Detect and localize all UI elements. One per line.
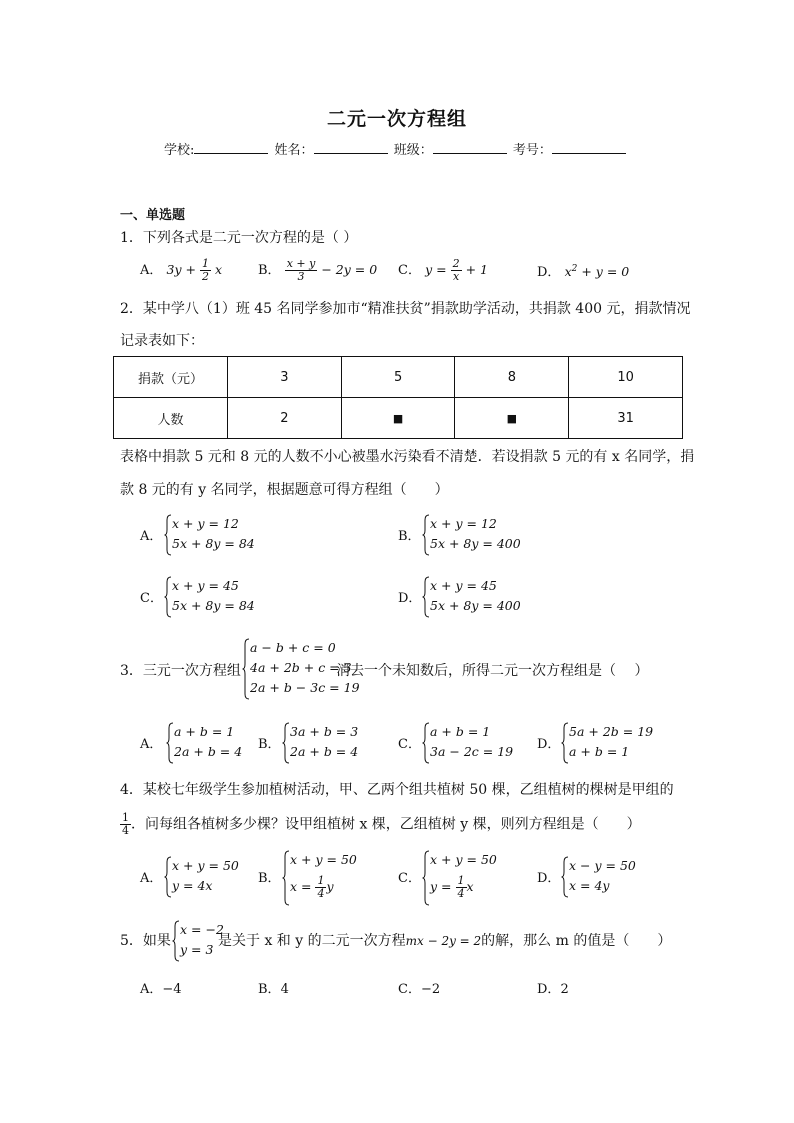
q4-option-b-label[interactable]: B． xyxy=(258,871,281,886)
option-value: 4 xyxy=(280,982,289,997)
equation: 5x + 8y = 84 xyxy=(172,536,255,551)
q3-option-a-label[interactable]: A． xyxy=(140,737,163,752)
expr-part: x = xyxy=(290,879,312,894)
class-field[interactable] xyxy=(433,141,507,154)
exponent: 2 xyxy=(571,264,578,274)
school-label: 学校: xyxy=(164,143,195,158)
question-2-line-3: 表格中捐款 5 元和 8 元的人数不小心被墨水污染看不清楚．若设捐款 5 元的有 x 名同学，捐 xyxy=(120,449,695,465)
fraction-numerator: 1 xyxy=(122,811,129,824)
question-5-text-mid xyxy=(218,934,671,948)
option-label: B． xyxy=(258,982,281,997)
equation: x + y = 50 xyxy=(290,852,357,867)
table-cell: 2 xyxy=(228,398,342,439)
expr-part: 3y + xyxy=(166,262,196,278)
q3-given-system xyxy=(242,638,360,700)
q2-option-a-label[interactable]: A． xyxy=(140,529,163,544)
class-label: 班级： xyxy=(393,143,433,158)
equation: a + b = 1 xyxy=(569,744,630,759)
option-label: D． xyxy=(537,265,561,281)
equation: 3a − 2c = 19 xyxy=(430,744,514,759)
q4-option-a-system[interactable] xyxy=(164,856,254,898)
equation: x + y = 12 xyxy=(172,516,239,531)
expr-part: y = xyxy=(425,262,447,278)
brace-icon xyxy=(561,722,569,764)
q3-option-b-label[interactable]: B． xyxy=(258,737,281,752)
fraction-denominator: 4 xyxy=(317,887,325,900)
q3-option-d-system[interactable] xyxy=(561,722,661,764)
brace-icon xyxy=(166,722,174,764)
expr-part: + 1 xyxy=(465,262,488,278)
expr-part: y = xyxy=(430,879,452,894)
fraction xyxy=(285,258,318,283)
section-heading: 一、单选题 xyxy=(120,208,186,223)
equation: x − y = 50 xyxy=(569,858,636,873)
equation: a + b = 1 xyxy=(174,724,235,739)
q4-option-b-system[interactable] xyxy=(282,850,372,906)
q3-option-c-system[interactable] xyxy=(422,722,522,764)
q2-option-d-label[interactable]: D． xyxy=(398,591,422,606)
donation-table xyxy=(113,356,683,439)
brace-icon xyxy=(561,856,569,898)
equation: mx − 2y = 2 xyxy=(405,934,482,948)
question-5-post: 的解，那么 m 的值是（ ） xyxy=(481,933,672,949)
question-5-mid: 是关于 x 和 y 的二元一次方程 xyxy=(218,933,406,949)
expr-part: − 2y = 0 xyxy=(321,262,378,278)
fraction xyxy=(120,812,131,837)
option-label: A． xyxy=(140,982,163,997)
q2-option-b-system[interactable] xyxy=(422,514,522,556)
equation: a + b = 1 xyxy=(430,724,491,739)
equation: x + y = 50 xyxy=(430,852,497,867)
q5-option-d[interactable] xyxy=(537,983,569,996)
q3-option-a-system[interactable] xyxy=(166,722,256,764)
q2-option-c-system[interactable] xyxy=(164,576,264,618)
brace-icon xyxy=(164,856,172,898)
q2-option-c-label[interactable]: C． xyxy=(140,591,163,606)
ink-blot-cell: ■ xyxy=(455,398,569,439)
q4-option-c-system[interactable] xyxy=(422,850,512,906)
table-cell: 8 xyxy=(455,357,569,398)
brace-icon xyxy=(164,576,172,618)
option-label: D． xyxy=(537,982,561,997)
equation: 5a + 2b = 19 xyxy=(569,724,654,739)
table-cell: 5 xyxy=(341,357,455,398)
q2-option-a-system[interactable] xyxy=(164,514,264,556)
q1-option-b[interactable] xyxy=(258,258,377,283)
school-field[interactable] xyxy=(194,141,268,154)
fraction xyxy=(451,258,462,283)
equation: a − b + c = 0 xyxy=(250,640,336,655)
equation: 4a + 2b + c = 3 xyxy=(250,660,352,675)
equation: 2a + b − 3c = 19 xyxy=(250,680,360,695)
question-3-text-pre: 3．三元一次方程组 xyxy=(120,663,241,679)
equation: x = 4y xyxy=(569,878,610,893)
fraction-denominator: 3 xyxy=(297,270,305,284)
expr-part: x xyxy=(564,264,572,280)
equation: 3a + b = 3 xyxy=(290,724,359,739)
table-cell: 捐款（元） xyxy=(114,357,228,398)
option-value: 2 xyxy=(560,982,569,997)
question-2-line-1: 2．某中学八（1）班 45 名同学参加市“精准扶贫”捐款助学活动，共捐款 400 元，捐款情况 xyxy=(120,301,691,317)
question-4-line-1: 4．某校七年级学生参加植树活动，甲、乙两个组共植树 50 棵，乙组植树的棵树是甲组的 xyxy=(120,782,674,798)
q2-option-b-label[interactable]: B． xyxy=(398,529,421,544)
fraction-numerator: 1 xyxy=(457,873,465,887)
q5-option-c[interactable] xyxy=(398,983,440,996)
equation: y = 4x xyxy=(172,878,213,893)
equation: 5x + 8y = 400 xyxy=(430,598,521,613)
fraction xyxy=(315,875,326,900)
expr-part: y xyxy=(326,879,334,894)
ink-blot-cell: ■ xyxy=(341,398,455,439)
equation: x + y = 12 xyxy=(430,516,497,531)
q3-option-c-label[interactable]: C． xyxy=(398,737,421,752)
q4-option-d-system[interactable] xyxy=(561,856,651,898)
brace-icon xyxy=(422,722,430,764)
equation: x + y = 50 xyxy=(172,858,239,873)
q1-option-c[interactable] xyxy=(398,258,488,283)
q1-option-a[interactable] xyxy=(140,258,222,283)
option-label: B． xyxy=(258,263,281,279)
student-info-line xyxy=(164,139,628,158)
option-label: C． xyxy=(398,982,421,997)
brace-icon xyxy=(422,514,430,556)
question-2-line-4: 款 8 元的有 y 名同学，根据题意可得方程组（ ） xyxy=(120,482,449,498)
q4-option-d-label[interactable]: D． xyxy=(537,871,561,886)
fraction-numerator: x + y xyxy=(286,257,316,270)
question-1-text: 1．下列各式是二元一次方程的是（ ） xyxy=(120,230,358,246)
fraction-denominator: 4 xyxy=(122,824,129,838)
equation: x + y = 45 xyxy=(430,578,497,593)
question-3-text-post: 消去一个未知数后，所得二元一次方程组是（ ） xyxy=(336,663,649,679)
fraction-denominator: x xyxy=(452,270,460,284)
equation: 5x + 8y = 84 xyxy=(172,598,255,613)
table-cell: 10 xyxy=(569,357,683,398)
equation xyxy=(290,870,357,904)
fraction-numerator: 2 xyxy=(452,257,460,270)
fraction-denominator: 2 xyxy=(201,270,209,284)
question-2-line-2: 记录表如下： xyxy=(120,333,204,349)
fraction-numerator: 1 xyxy=(201,257,209,270)
question-4-line-2-text: ．问每组各植树多少棵？设甲组植树 x 棵，乙组植树 y 棵，则列方程组是（ ） xyxy=(131,816,641,833)
question-4-line-2 xyxy=(120,812,641,837)
equation: 2a + b = 4 xyxy=(174,744,243,759)
exam-no-field[interactable] xyxy=(552,141,626,154)
brace-icon xyxy=(422,576,430,618)
equation: x + y = 45 xyxy=(172,578,239,593)
brace-icon xyxy=(164,514,172,556)
question-5-text-pre: 5．如果 xyxy=(120,933,171,949)
brace-icon xyxy=(242,638,250,700)
option-label: A． xyxy=(140,263,163,279)
q3-option-b-system[interactable] xyxy=(282,722,372,764)
table-cell: 3 xyxy=(228,357,342,398)
option-value: −4 xyxy=(162,982,182,997)
brace-icon xyxy=(422,850,430,906)
brace-icon xyxy=(282,850,290,906)
brace-icon xyxy=(172,920,180,962)
fraction xyxy=(456,875,467,900)
table-cell: 31 xyxy=(569,398,683,439)
expr-part: x xyxy=(214,262,223,278)
q2-option-d-system[interactable] xyxy=(422,576,522,618)
q1-option-d[interactable] xyxy=(537,265,629,279)
name-label: 姓名： xyxy=(274,143,314,158)
table-row xyxy=(114,398,683,439)
table-cell: 人数 xyxy=(114,398,228,439)
page-title: 二元一次方程组 xyxy=(326,108,467,130)
q4-option-c-label[interactable]: C． xyxy=(398,871,421,886)
exam-no-label: 考号： xyxy=(512,143,552,158)
option-label: C． xyxy=(398,263,421,279)
equation: y = 3 xyxy=(180,942,214,957)
fraction-denominator: 4 xyxy=(457,887,465,900)
expr-part: x xyxy=(466,879,474,894)
option-value: −2 xyxy=(420,982,441,997)
q3-option-d-label[interactable]: D． xyxy=(537,737,561,752)
equation: 2a + b = 4 xyxy=(290,744,359,759)
expr-part: + y = 0 xyxy=(577,264,630,280)
q4-option-a-label[interactable]: A． xyxy=(140,871,163,886)
name-field[interactable] xyxy=(314,141,388,154)
equation xyxy=(430,870,497,904)
brace-icon xyxy=(282,722,290,764)
q5-option-b[interactable] xyxy=(258,983,289,996)
table-row xyxy=(114,357,683,398)
equation: x = −2 xyxy=(180,922,224,937)
fraction-numerator: 1 xyxy=(317,873,325,887)
fraction xyxy=(200,258,211,283)
equation: 5x + 8y = 400 xyxy=(430,536,521,551)
q5-option-a[interactable] xyxy=(140,983,182,996)
